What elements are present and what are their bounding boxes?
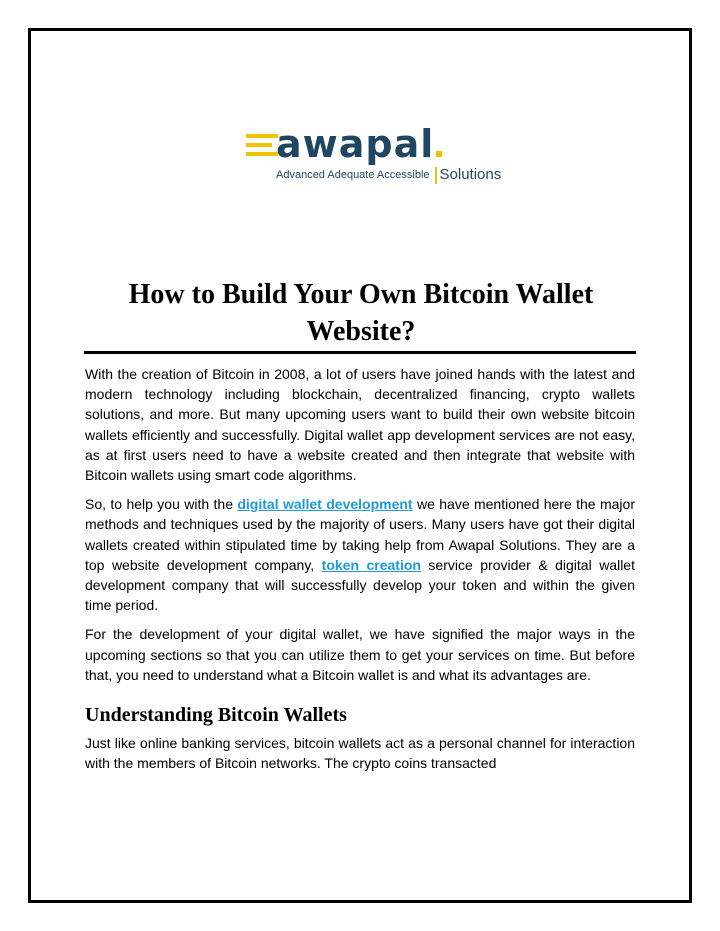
token-creation-link[interactable]: token creation (321, 556, 421, 573)
section-heading-understanding: Understanding Bitcoin Wallets (85, 704, 347, 727)
paragraph-intro: With the creation of Bitcoin in 2008, a lot of users have joined hands with the latest and modern technology including blockchain, decentralized financing, crypto wallets solutions, and more. But many upcoming users want to build their own website bitcoin wallets efficiently and successfully. Digital wallet app development services are not easy, as at first users need to have a website created and then integrate that website with Bitcoin wallets using smart code algorithms. (85, 366, 635, 484)
paragraph-text: we have mentioned here the major methods and techniques used by the majority of users. Many users have got their digital wallets created within stipulated time by taking help from Awapal Solutions. They are a top website development company, (85, 496, 635, 573)
logo-separator (435, 167, 437, 184)
paragraph-banking: Just like online banking services, bitcoin wallets act as a personal channel for interaction with the members of Bitcoin networks. The crypto coins transacted (85, 735, 635, 772)
logo-tagline (276, 166, 501, 184)
logo-wordmark (276, 124, 442, 164)
paragraph-text: So, to help you with the (85, 496, 238, 513)
digital-wallet-development-link[interactable]: digital wallet development (237, 496, 413, 513)
paragraph-text: service provider & digital wallet development company that will successfully develop your token and within the given time period. (85, 556, 635, 614)
title-divider (84, 351, 636, 354)
logo-bars-icon (246, 134, 278, 161)
paragraph-development: For the development of your digital wallet, we have signified the major ways in the upcoming sections so that you can utilize them to get your services on time. But before that, you need to understand what a Bitcoin wallet is and what its advantages are. (85, 626, 635, 683)
logo-tagline-text: Advanced Adequate Accessible (276, 169, 430, 181)
document-title: How to Build Your Own Bitcoin Wallet Website? (128, 279, 594, 347)
paragraph-methods (85, 494, 635, 615)
logo-dot-icon (436, 151, 442, 157)
logo-solutions-text: Solutions (439, 166, 502, 184)
logo-brand-text: awapal (276, 122, 435, 166)
company-logo (246, 122, 502, 186)
document-body (85, 364, 635, 782)
